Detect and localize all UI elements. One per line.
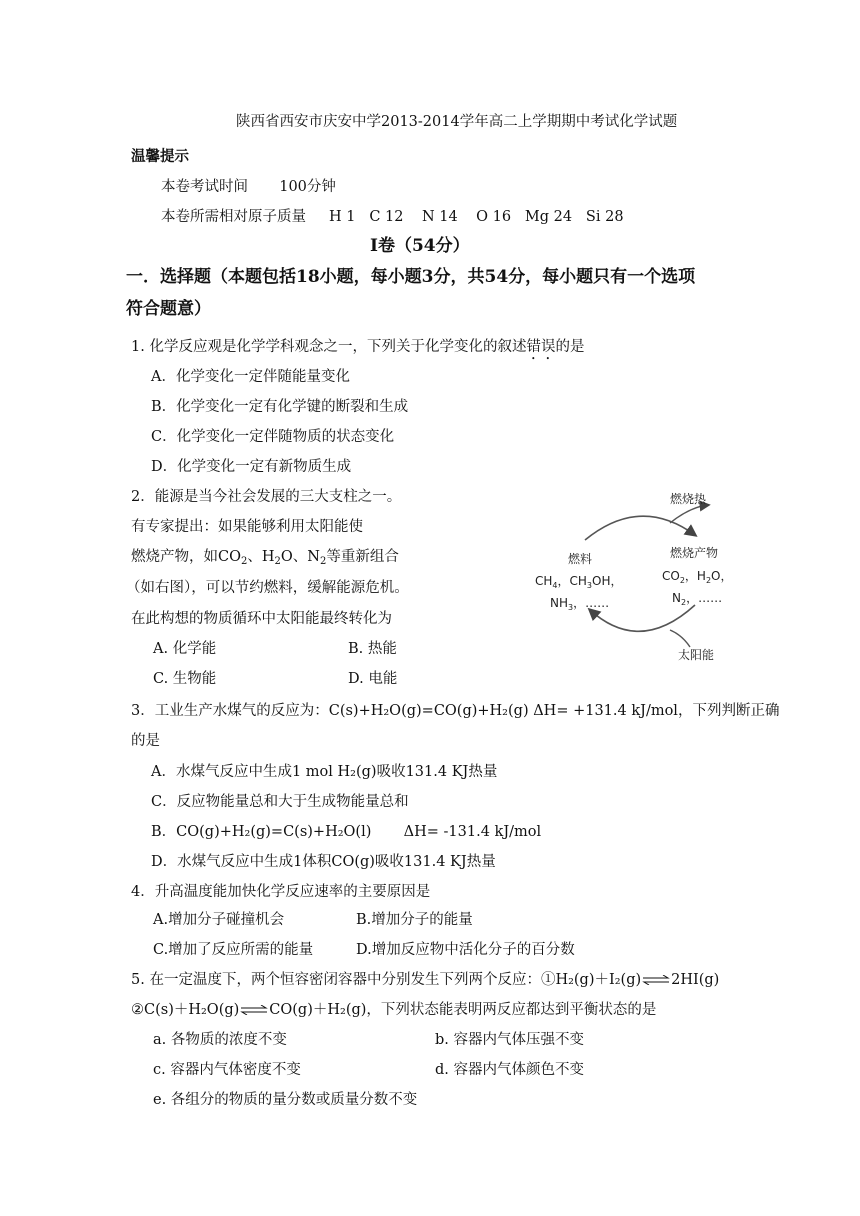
q3-option-d: D．水煤气反应中生成1体积CO(g)吸收131.4 KJ热量 bbox=[151, 854, 496, 870]
exam-time bbox=[161, 177, 336, 197]
q4-stem: 4．升高温度能加快化学反应速率的主要原因是 bbox=[131, 884, 431, 900]
atomic-masses bbox=[161, 207, 624, 227]
part1-heading-line1: 一．选择题（本题包括18小题，每小题3分，共54分，每小题只有一个选项 bbox=[126, 267, 696, 287]
heat-arrow bbox=[670, 505, 708, 523]
equilibrium-arrow-icon bbox=[642, 975, 670, 985]
time-label: 本卷考试时间 bbox=[161, 179, 248, 195]
q5-reaction2: ②C(s)＋H₂O(g) bbox=[131, 1002, 240, 1018]
q4-option-a: A.增加分子碰撞机会 bbox=[153, 912, 285, 928]
products-label: 燃烧产物 bbox=[670, 546, 719, 560]
q3-stem-line1: 3．工业生产水煤气的反应为：C(s)+H₂O(g)=CO(g)+H₂(g) ΔH= +131.4 kJ/mol，下列判断正确 bbox=[131, 703, 780, 719]
q5-option-d: d. 容器内气体颜色不变 bbox=[435, 1062, 584, 1078]
q5-option-c: c. 容器内气体密度不变 bbox=[153, 1062, 301, 1078]
energy-cycle-diagram bbox=[530, 485, 745, 665]
q1-stem-text: 1. 化学反应观是化学学科观念之一，下列关于化学变化的叙述 bbox=[131, 339, 527, 355]
fuel-items-2: $NH_3$，…… bbox=[550, 596, 610, 612]
q2-line3: 燃烧产物，如$CO_2$、$H_2O$、$N_2$等重新组合 bbox=[131, 549, 399, 567]
q5-stem-line2 bbox=[131, 1000, 656, 1020]
q1-stem-end: 的是 bbox=[555, 339, 585, 355]
part1-heading-line2: 符合题意） bbox=[126, 299, 211, 319]
equilibrium-arrow-icon bbox=[240, 1005, 268, 1015]
fuel-label: 燃料 bbox=[568, 552, 593, 566]
solar-arrow bbox=[670, 630, 690, 647]
q2-line3-d: 等重新组合 bbox=[326, 549, 399, 565]
q3-option-a: A．水煤气反应中生成1 mol H₂(g)吸收131.4 KJ热量 bbox=[151, 764, 498, 780]
q1-option-a: A．化学变化一定伴随能量变化 bbox=[151, 369, 350, 385]
q2-option-c: C. 生物能 bbox=[153, 671, 217, 687]
q5-option-e: e. 各组分的物质的量分数或质量分数不变 bbox=[153, 1092, 418, 1108]
q5-reaction2-products: CO(g)＋H₂(g)，下列状态能表明两反应都达到平衡状态的是 bbox=[269, 1002, 657, 1018]
mass-label: 本卷所需相对原子质量 bbox=[161, 209, 306, 225]
tips-heading: 温馨提示 bbox=[131, 148, 189, 165]
product-items-2: $N_2$，…… bbox=[672, 591, 723, 607]
q2-option-b: B. 热能 bbox=[348, 641, 397, 657]
q4-option-b: B.增加分子的能量 bbox=[356, 912, 473, 928]
q3-stem-line2: 的是 bbox=[131, 733, 160, 749]
time-value: 100分钟 bbox=[279, 179, 336, 195]
q5-option-b: b. 容器内气体压强不变 bbox=[435, 1032, 584, 1048]
q2-line4: （如右图），可以节约燃料，缓解能源危机。 bbox=[126, 580, 409, 596]
q4-option-d: D.增加反应物中活化分子的百分数 bbox=[356, 942, 575, 958]
q2-line3-b: 、H bbox=[247, 549, 275, 565]
q5-reaction1: 5. 在一定温度下，两个恒容密闭容器中分别发生下列两个反应：①H₂(g)＋I₂(g) bbox=[131, 972, 642, 988]
q1-option-d: D．化学变化一定有新物质生成 bbox=[151, 459, 352, 475]
page-title: 陕西省西安市庆安中学2013-2014学年高二上学期期中考试化学试题 bbox=[236, 114, 678, 130]
mass-values: H 1 C 12 N 14 O 16 Mg 24 Si 28 bbox=[329, 209, 624, 225]
q2-line2: 有专家提出：如果能够利用太阳能使 bbox=[131, 519, 363, 535]
q2-line3-a: 燃烧产物，如CO bbox=[131, 549, 241, 565]
q1-option-b: B．化学变化一定有化学键的断裂和生成 bbox=[151, 399, 409, 415]
q2-line1: 2．能源是当今社会发展的三大支柱之一。 bbox=[131, 489, 402, 505]
combustion-arrow bbox=[585, 516, 695, 540]
q2-option-a: A. 化学能 bbox=[153, 641, 217, 657]
q2-option-d: D. 电能 bbox=[348, 671, 398, 687]
q4-option-c: C.增加了反应所需的能量 bbox=[153, 942, 314, 958]
q1-option-c: C．化学变化一定伴随物质的状态变化 bbox=[151, 429, 395, 445]
q5-stem-line1 bbox=[131, 970, 719, 990]
q3-option-b: B．CO(g)+H₂(g)=C(s)+H₂O(l) ΔH= -131.4 kJ/mol bbox=[151, 824, 542, 840]
q3-option-c: C．反应物能量总和大于生成物能量总和 bbox=[151, 794, 409, 810]
q5-reaction1-product: 2HI(g) bbox=[671, 972, 720, 988]
q1-stem-emphasis: 错误 bbox=[526, 339, 556, 355]
fuel-items-1: $CH_4$，$CH_3OH$， bbox=[535, 574, 623, 590]
q1-stem bbox=[131, 337, 584, 363]
q2-line5: 在此构想的物质循环中太阳能最终转化为 bbox=[131, 611, 392, 627]
q5-option-a: a. 各物质的浓度不变 bbox=[153, 1032, 287, 1048]
q2-line3-c: O、N bbox=[280, 549, 320, 565]
product-items-1: $CO_2$，$H_2O$， bbox=[662, 569, 733, 585]
section-heading: Ⅰ卷（54分） bbox=[370, 236, 470, 256]
heat-label: 燃烧热 bbox=[670, 492, 707, 506]
solar-label: 太阳能 bbox=[678, 648, 715, 662]
